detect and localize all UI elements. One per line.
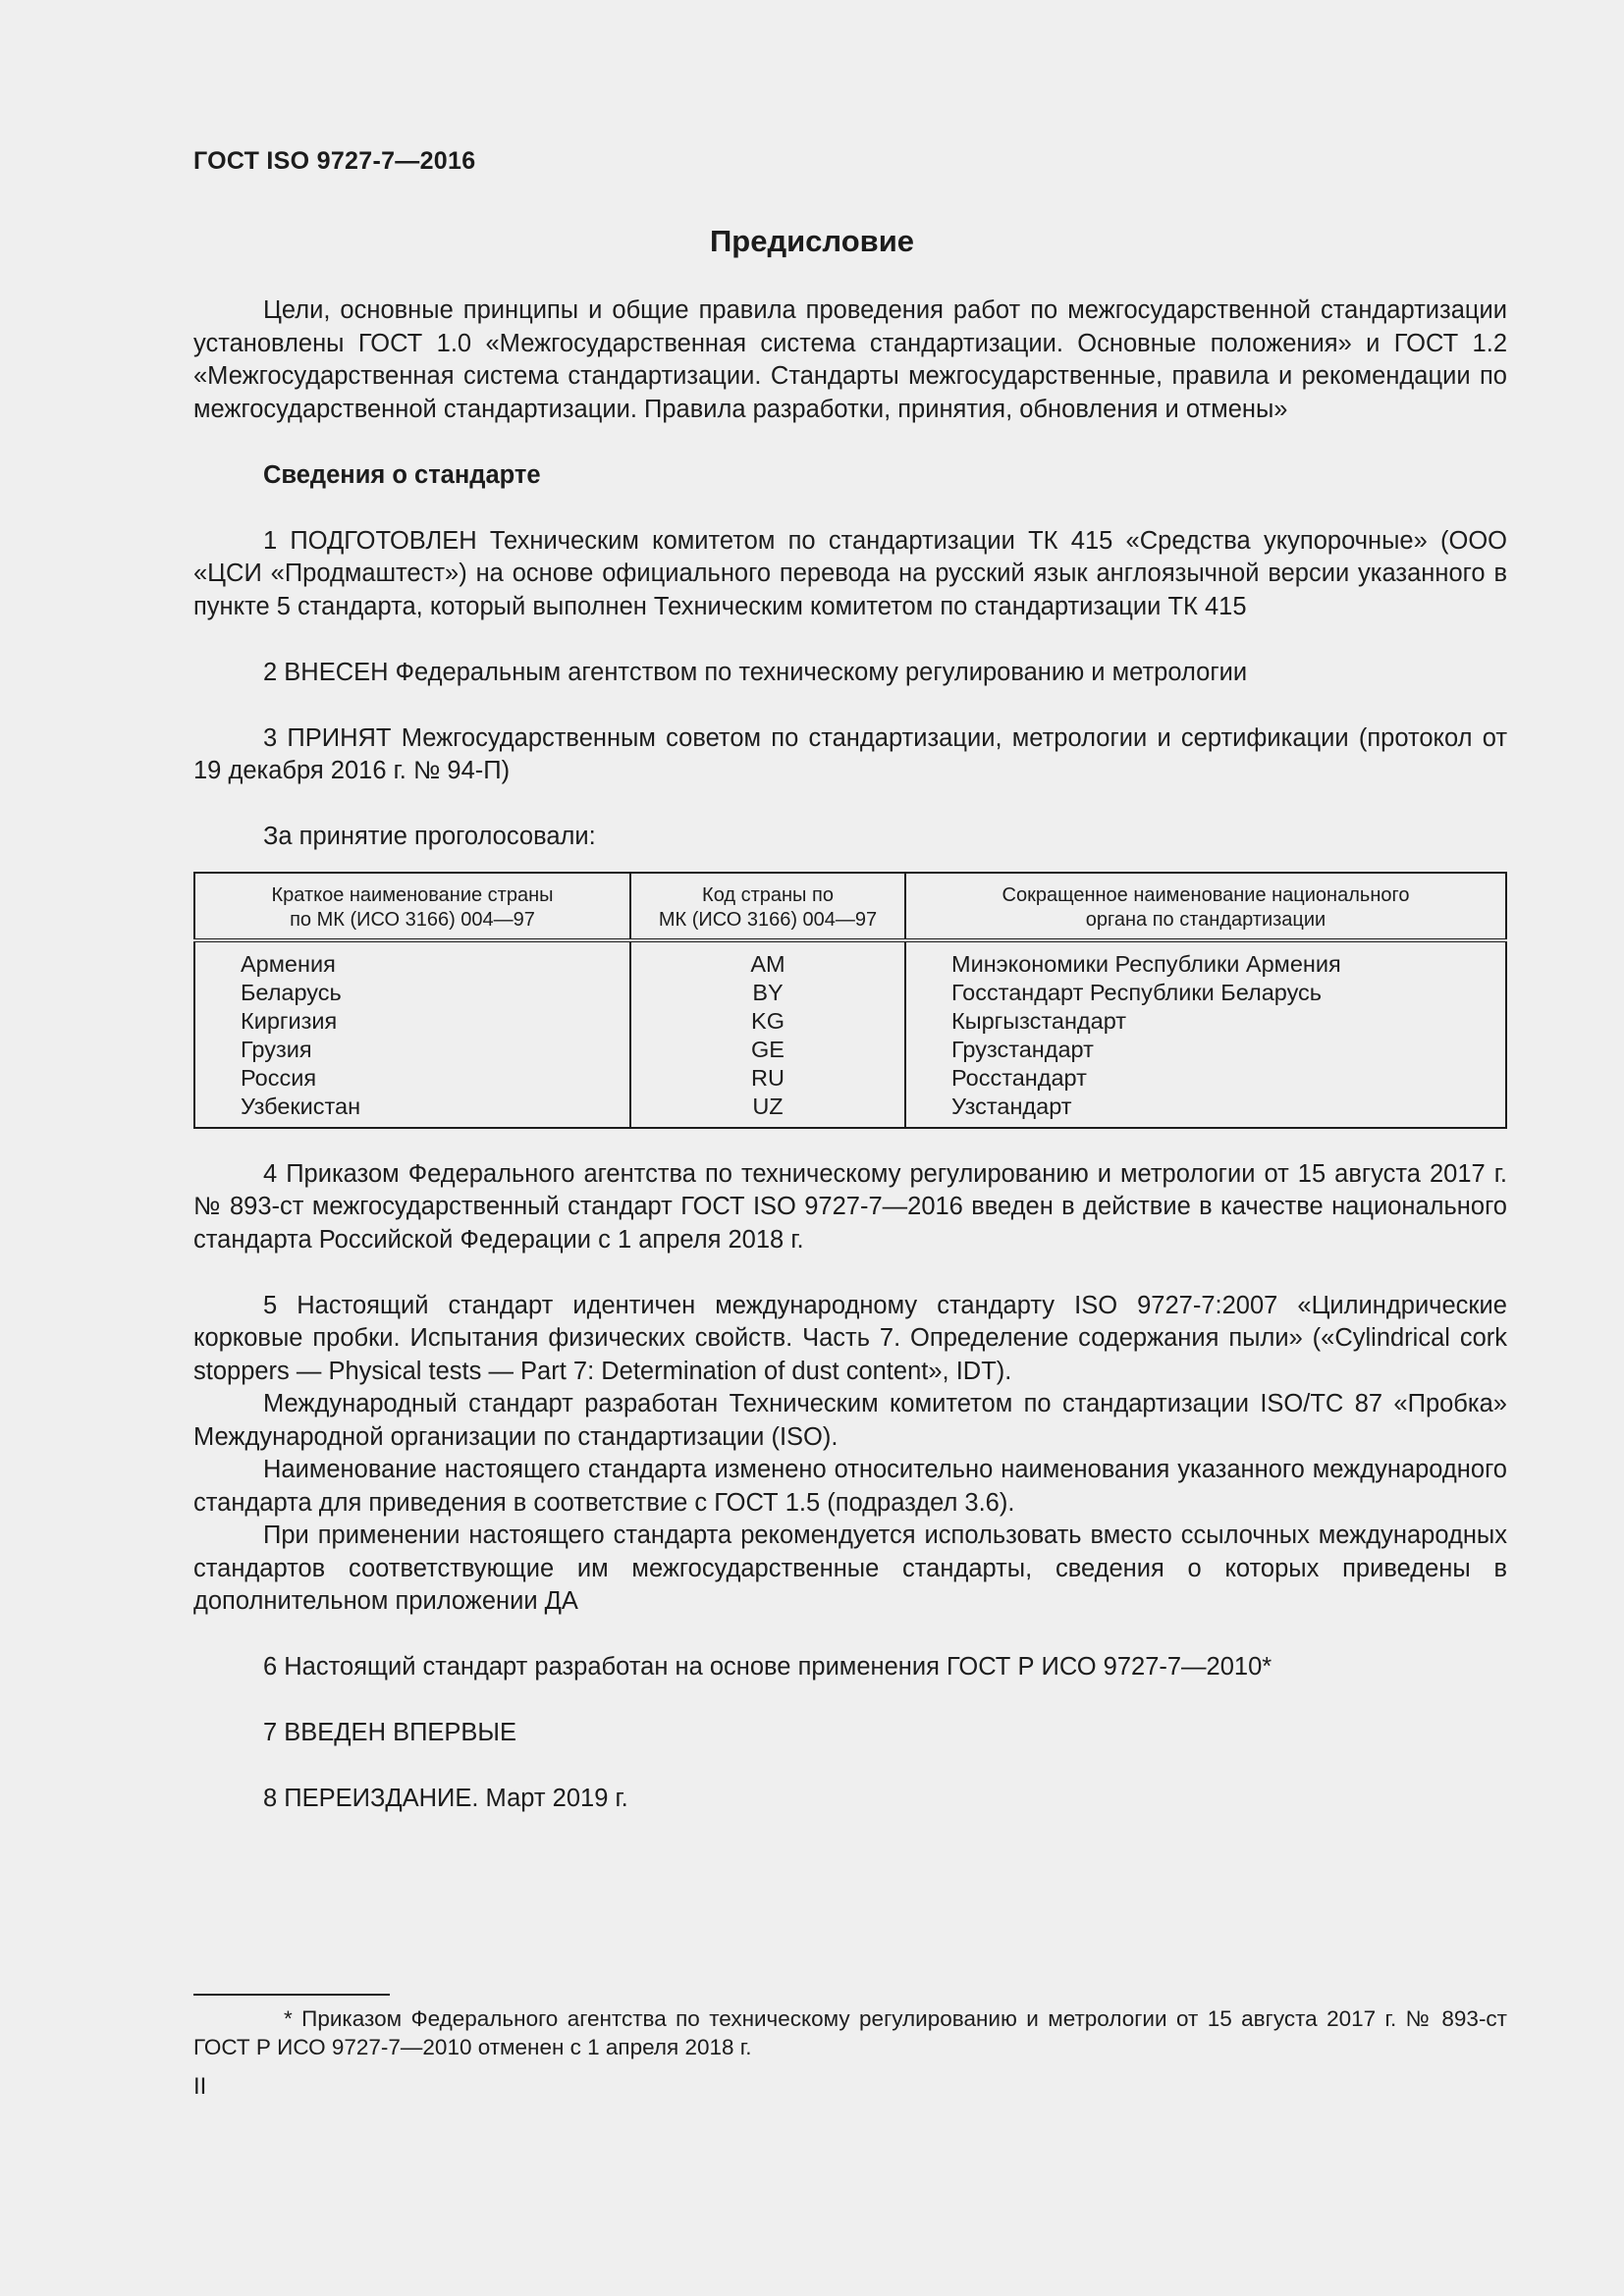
foreword-body xyxy=(193,294,1507,1816)
body-cell: Госстандарт Республики Беларусь xyxy=(951,979,1323,1005)
code-column xyxy=(630,940,905,1128)
body-cell: Росстандарт xyxy=(951,1064,1087,1091)
item-3: 3 ПРИНЯТ Межгосударственным советом по стандартизации, метрологии и сертификации (протокол от 19 декабря 2016 г. № 94-П) xyxy=(193,723,1507,784)
country-cell: Россия xyxy=(241,1064,317,1091)
body-cell: Минэкономики Республики Армения xyxy=(951,950,1341,977)
header-country: Краткое наименование страны по МК (ИСО 3166) 004—97 xyxy=(194,873,630,940)
section-title: Предисловие xyxy=(709,224,914,258)
code-cell: GE xyxy=(751,1036,785,1062)
body-cell: Узстандарт xyxy=(951,1093,1072,1119)
item-1: 1 ПОДГОТОВЛЕН Техническим комитетом по стандартизации ТК 415 «Средства укупорочные» (ООО «ЦСИ «Продмаштест») на основе официального перевода на русский язык англоязычной версии указанного в пункте 5 стандарта, который выполнен Техническим комитетом по стандартизации ТК 415 xyxy=(193,526,1507,620)
code-cell: BY xyxy=(752,979,784,1005)
item-5: 5 Настоящий стандарт идентичен международному стандарту ISO 9727-7:2007 «Цилиндрические корковые пробки. Испытания физических свойств. Часть 7. Определение содержания пыли» («Cylindrical cork stoppers — Physical tests — Part 7: Determination of dust content», IDT). xyxy=(193,1291,1507,1385)
item-7: 7 ВВЕДЕН ВПЕРВЫЕ xyxy=(263,1719,517,1746)
page-number: II xyxy=(193,2073,207,2100)
header-code: Код страны по МК (ИСО 3166) 004—97 xyxy=(630,873,905,940)
code-cell: UZ xyxy=(752,1093,784,1119)
footnote-divider xyxy=(193,1994,390,1996)
standard-code-header: ГОСТ ISO 9727-7—2016 xyxy=(193,147,476,175)
intro-paragraph: Цели, основные принципы и общие правила проведения работ по межгосударственной стандартизации установлены ГОСТ 1.0 «Межгосударственная система стандартизации. Основные положения» и ГОСТ 1.2 «Межгосударственная система стандартизации. Стандарты межгосударственные, правила и рекомендации по межгосударственной стандартизации. Правила разработки, принятия, обновления и отмены» xyxy=(193,296,1507,423)
country-cell: Беларусь xyxy=(241,979,342,1005)
item-5-tc: Международный стандарт разработан Техническим комитетом по стандартизации ISO/TC 87 «Пробка» Международной организации по стандартизации (ISO). xyxy=(193,1390,1507,1451)
code-cell: RU xyxy=(751,1064,785,1091)
code-cell: AM xyxy=(750,950,785,977)
footnote-text: * Приказом Федерального агентства по техническому регулированию и метрологии от 15 августа 2017 г. № 893-ст ГОСТ Р ИСО 9727-7—2010 отменен с 1 апреля 2018 г. xyxy=(193,2006,1507,2059)
country-cell: Армения xyxy=(241,950,336,977)
country-column xyxy=(194,940,630,1128)
country-cell: Киргизия xyxy=(241,1007,338,1034)
item-5-refs: При применении настоящего стандарта рекомендуется использовать вместо ссылочных международных стандартов соответствующие им межгосударственные стандарты, сведения о которых приведены в дополнительном приложении ДА xyxy=(193,1522,1507,1615)
item-8: 8 ПЕРЕИЗДАНИЕ. Март 2019 г. xyxy=(263,1785,628,1812)
country-cell: Узбекистан xyxy=(241,1093,361,1119)
country-cell: Грузия xyxy=(241,1036,312,1062)
voting-table xyxy=(193,872,1507,1129)
table-header-row xyxy=(194,873,1506,940)
table-row xyxy=(194,940,1506,1128)
item-4: 4 Приказом Федерального агентства по техническому регулированию и метрологии от 15 августа 2017 г. № 893-ст межгосударственный стандарт ГОСТ ISO 9727-7—2016 введен в действие в качестве национального стандарта Российской Федерации с 1 апреля 2018 г. xyxy=(193,1159,1507,1254)
body-cell: Грузстандарт xyxy=(951,1036,1094,1062)
item-5-name: Наименование настоящего стандарта изменено относительно наименования указанного международного стандарта для приведения в соответствие с ГОСТ 1.5 (подраздел 3.6). xyxy=(193,1456,1507,1517)
code-cell: KG xyxy=(751,1007,785,1034)
vote-intro: За принятие проголосовали: xyxy=(263,823,596,850)
subheading: Сведения о стандарте xyxy=(263,460,541,489)
footnote xyxy=(193,2004,1507,2061)
body-column xyxy=(905,940,1506,1128)
item-2: 2 ВНЕСЕН Федеральным агентством по техническому регулированию и метрологии xyxy=(263,658,1248,686)
header-body: Сокращенное наименование национального органа по стандартизации xyxy=(905,873,1506,940)
body-cell: Кыргызстандарт xyxy=(951,1007,1127,1034)
item-6: 6 Настоящий стандарт разработан на основе применения ГОСТ Р ИСО 9727-7—2010* xyxy=(263,1653,1272,1681)
